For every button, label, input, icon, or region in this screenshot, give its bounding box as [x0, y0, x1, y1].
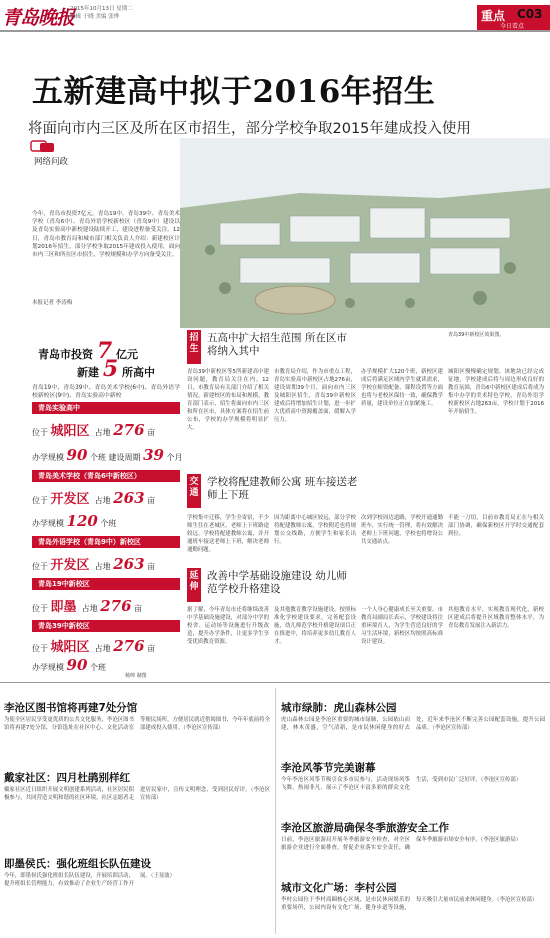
school-location: 开发区 [50, 492, 90, 507]
scale-unit: 个班 [89, 663, 106, 672]
school-name: 青岛外语学校（青岛9中）新校区 [38, 538, 141, 546]
school-name: 青岛美术学校（青岛6中新校区） [38, 472, 141, 480]
section-body-col: 学校集中迁移，学生全寄宿，不少师生住在老城区，老师上下班路途较远。学校将配建教师公寓，并开通班车接送老师上下班，解决老师通勤问题。 [187, 515, 269, 553]
school-scale: 90 [66, 446, 88, 464]
news-title: 李沧区旅游局确保冬季旅游安全工作 [281, 822, 449, 834]
scale-unit: 个班 [89, 453, 106, 462]
school-area: 276 [113, 421, 145, 439]
section-subtitle: 今日看点 [500, 23, 525, 30]
school-location-row [32, 596, 142, 615]
section-tag-extension: 延伸 [187, 568, 201, 602]
new-schools-count: 5 [102, 356, 119, 382]
section-tag-transport: 交通 [187, 474, 201, 508]
section-body-col: 据了解，今年青岛市还将继续改善中学基础设施建设，对部分中学的校舍、运动场等设施进行升级改造，提升办学条件，让更多学生享受优质教育资源。 [187, 607, 269, 645]
new-schools-line [77, 356, 155, 382]
news-body: 虎山森林公园是李沧区重要的城市绿肺，公园依山而建，林木茂盛，空气清新，是市民休闲健身的好去处，近年来李沧区不断完善公园配套设施，提升公园品质。（李沧区宣传部） [281, 717, 545, 731]
school-location-row [32, 554, 155, 573]
school-scale: 120 [66, 512, 98, 530]
location-label: 位于 [32, 428, 48, 437]
school-name: 青岛39中新校区 [38, 622, 90, 630]
school-location-row [32, 488, 155, 507]
news-body: 戴家社区近日组织开展文明创建系列活动，社区居民积极参与，共同营造文明和谐的社区环境，社区志愿者走进居民家中，宣传文明理念，受到居民好评。（李沧区宣传部） [4, 787, 270, 801]
school-location: 即墨 [50, 600, 77, 615]
web-inquiry-label: 网络问政 [34, 157, 69, 167]
school-area: 263 [113, 555, 145, 573]
page-headline: 五新建高中拟于2016年招生 [32, 74, 436, 110]
graphic-credit: 杨帅 制图 [125, 673, 147, 679]
campus-rendering-image [180, 138, 550, 328]
new-schools-list: 青岛19中、青岛39中、青岛美术学校(6中)、青岛外语学校新校区(9中)、青岛实验高中新校 [32, 385, 180, 400]
section-title-transport: 学校将配建教师公寓 班车接送老师上下班 [207, 476, 358, 501]
school-area: 276 [100, 597, 132, 615]
school-scale-row [32, 512, 116, 530]
section-body-col: 次到学校周边道路，学校开通通勤班车，实行统一管理，将有效解决老师上下班问题，学校也将增设公共交通站点。 [361, 515, 443, 545]
school-area: 263 [113, 489, 145, 507]
scale-unit: 个班 [100, 519, 117, 528]
section-title: 重点 [481, 9, 506, 23]
period-label: 建设周期 [108, 453, 141, 462]
column-divider [275, 688, 276, 934]
location-label: 位于 [32, 496, 48, 505]
new-schools-unit: 所高中 [122, 366, 155, 379]
school-bar-3 [32, 536, 180, 548]
school-location-row [32, 420, 155, 439]
scale-label: 办学规模 [32, 663, 64, 672]
school-scale: 90 [66, 656, 88, 674]
area-label: 占地 [94, 644, 111, 653]
news-title: 城市文化广场：李村公园 [281, 882, 397, 894]
section-body-col: 青岛39中新校区等5所新建高中建设问题，教育局关注在内。12日，市教育局有关部门介绍了相关情况。新建校区的布局和规模，教育部门表示，招生将面向市内三区和所在区市，具体方案将在招生前公布，学校的办学规模将明显扩大。 [187, 369, 269, 431]
area-label: 占地 [94, 496, 111, 505]
school-scale-row [32, 446, 182, 464]
news-body: 今年李沧区风筝节吸引众多市民参与，活动现场风筝飞舞，热闹非凡，展示了李沧区丰富多彩的群众文化生活，受到市民广泛好评。（李沧区宣传部） [281, 777, 522, 791]
area-unit: 亩 [147, 562, 156, 571]
top-rule [0, 30, 550, 32]
news-body: 李村公园位于李村商圈核心区域，是市民休闲娱乐的重要场所，公园内设有文化广场、健身步道等设施，每天吸引大量市民前来休闲健身。（李沧区宣传部） [281, 897, 538, 911]
page-subheadline: 将面向市内三区及所在区市招生，部分学校争取2015年建成投入使用 [28, 121, 471, 137]
news-body: 为使全区居民享受更优质的公共文化服务，李沧区图书馆将再建7处分馆，分馆选址在社区中心、文化活动室等便民场所，方便居民就近借阅图书，今年年底前将全部建成投入使用。（李沧区宣传部） [4, 717, 270, 731]
news-title: 李沧区图书馆将再建7处分馆 [4, 702, 138, 714]
scale-label: 办学规模 [32, 453, 64, 462]
masthead-info [70, 5, 133, 21]
school-name: 青岛实验高中 [38, 404, 80, 412]
investment-prefix: 青岛市投资 [38, 348, 93, 361]
bottom-divider [0, 682, 550, 683]
section-body-col: 因为距离中心城区较远，部分学校将配建教师公寓，学校附近也将规划公交线路，方便学生和家长出行。 [274, 515, 356, 545]
chat-bubble-icon [30, 139, 56, 151]
school-location: 城阳区 [50, 424, 90, 439]
news-title: 戴家社区：四月杜鹃别样红 [4, 772, 130, 784]
campus-caption: 青岛39中新校区效果图。 [448, 332, 505, 338]
school-area: 276 [113, 637, 145, 655]
section-body-col: 及其他教育教学设施建设，按照标准化学校建设要求，完善配套设施，幼儿师范学校升格建设项目正在推进中，将培养更多幼儿教育人才。 [274, 607, 356, 645]
section-body-col: 市教育局介绍，作为市重点工程，青岛实验高中新校区占地276亩，建设周期39个月，面向市内三区及城阳区招生，青岛39中新校区建成后将增加招生计划，进一步扩大优质高中资源覆盖面，缓解入学压力。 [274, 369, 356, 423]
school-location: 开发区 [50, 558, 90, 573]
section-body-col: 不能一刀切，目前市教育局正在与相关部门协调，确保新校区开学时交通配套到位。 [448, 515, 544, 537]
page-number: C03 [517, 7, 543, 21]
section-title-enrollment: 五高中扩大招生范围 所在区市将纳入其中 [207, 332, 347, 357]
section-title-extension: 改善中学基础设施建设 幼儿师范学校升格建设 [207, 570, 347, 595]
school-scale-row [32, 656, 106, 674]
section-tag-enrollment: 招生 [187, 330, 201, 364]
byline: 本报记者 李涛梅 [32, 300, 73, 306]
school-bar-4 [32, 578, 180, 590]
construction-period: 39 [143, 446, 164, 464]
period-unit: 个月 [166, 453, 183, 462]
section-body-col: 一个人身心健康成长至关重要，市教育局副局长表示，学校建设将注重环境育人，为学生营造良好的学习生活环境，新校区均按照高标准设计建设。 [361, 607, 443, 645]
news-title: 李沧风筝节完美谢幕 [281, 762, 376, 774]
school-name: 青岛19中新校区 [38, 580, 90, 588]
location-label: 位于 [32, 644, 48, 653]
area-label: 占地 [94, 428, 111, 437]
new-schools-prefix: 新建 [77, 366, 99, 379]
school-bar-1 [32, 402, 180, 414]
investment-unit: 亿元 [116, 348, 138, 361]
scale-label: 办学规模 [32, 519, 64, 528]
area-label: 占地 [94, 562, 111, 571]
school-location-row [32, 636, 155, 655]
area-unit: 亩 [147, 428, 156, 437]
newspaper-logo: 青岛晚报 [2, 7, 75, 29]
editor-line: 编辑 于晓 美编 张烨 [70, 14, 120, 20]
area-label: 占地 [81, 604, 98, 613]
news-title: 即墨侯氏：强化班组长队伍建设 [4, 858, 151, 870]
news-body: 日前，李沧区旅游局开展冬季旅游安全检查，对全区旅游企业进行全面排查，督促企业落实安全责任，确保冬季旅游市场安全有序。（李沧区旅游局） [281, 837, 522, 851]
area-unit: 亩 [134, 604, 143, 613]
news-title: 城市绿肺：虎山森林公园 [281, 702, 397, 714]
intro-paragraph: 今年，青岛市投资7亿元，青岛19中、青岛39中、青岛美术学校（青岛6中）、青岛外语学校新校区（青岛9中）建设以及青岛实验高中新校建设陆续开工，建设进程备受关注。12日，青岛市教育局和城市部门相关负责人介绍：新建校区计划2016年招生，部分学校争取2015年建成投入使用，面向市内三区和所在区市招生，学校规模和办学方向备受关注。 [32, 211, 180, 259]
school-bar-5 [32, 620, 180, 632]
area-unit: 亩 [147, 644, 156, 653]
news-body: 今年，即墨侯氏强化班组长队伍建设，开展培训活动，提升班组长管理能力，有效推动了企业生产经营工作开展。（王显波） [4, 873, 176, 887]
section-body-col: 其他教育水平，实现教育现代化，新校区建成后将提升区域教育整体水平，为青岛教育发展注入新活力。 [448, 607, 544, 629]
section-body-col: 城阳区慢慢确定规划，该地块已经完成征地，学校建成后将与周边形成良好的教育氛围，青岛6中新校区建成后将成为集中办学的美术特色学校，青岛外语学校新校区占地263亩，学校计划于2016年开始招生。 [448, 369, 544, 415]
school-location: 城阳区 [50, 640, 90, 655]
investment-amount: 7 [96, 338, 113, 364]
location-label: 位于 [32, 562, 48, 571]
area-unit: 亩 [147, 496, 156, 505]
issue-date: 2015年10月13日 星期二 [70, 6, 133, 12]
school-bar-2 [32, 470, 180, 482]
section-body-col: 办学规模扩大120个班，新校区建成后将满足区域内学生就读需求，学校在师资配备、课程设置等方面也将与老校区保持一致，确保教学质量，建设单位正在加紧施工。 [361, 369, 443, 407]
location-label: 位于 [32, 604, 48, 613]
